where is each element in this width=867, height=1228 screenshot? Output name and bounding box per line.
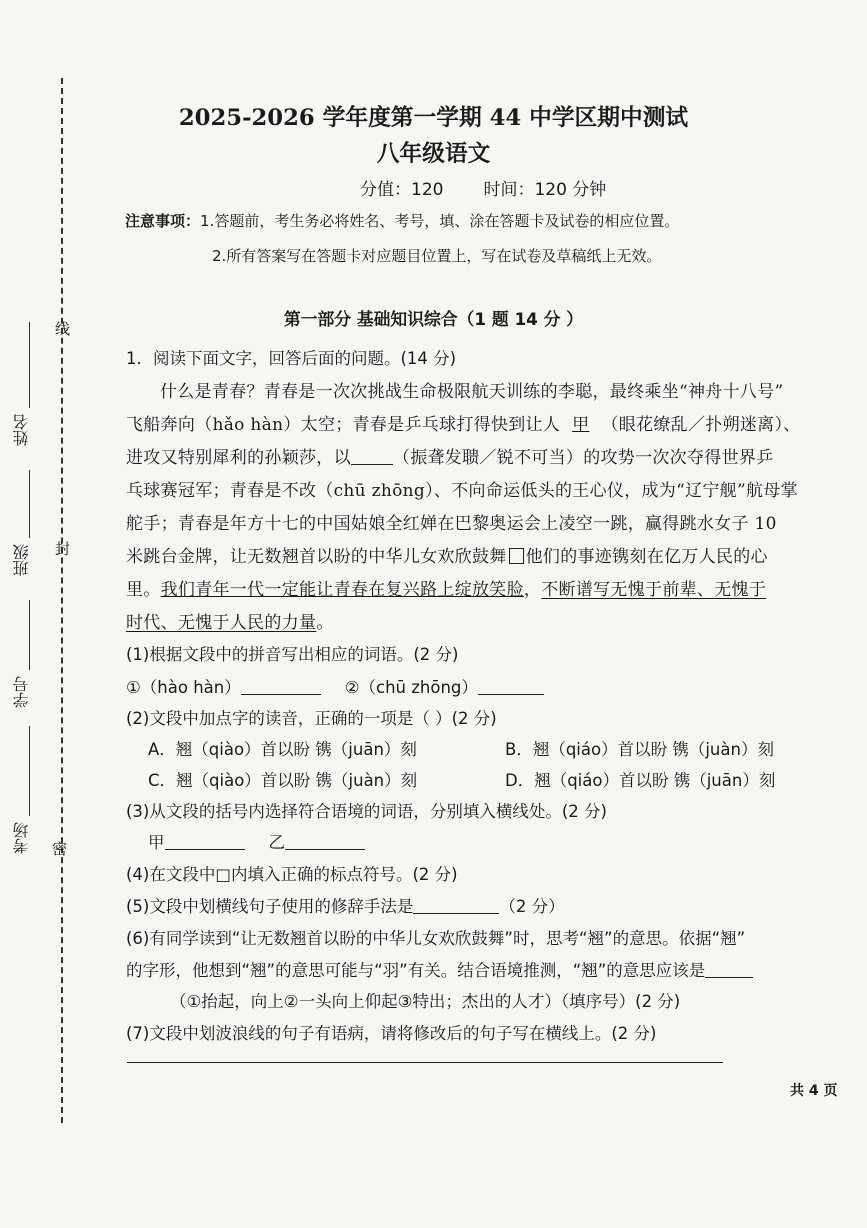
jia-label: 甲: [148, 833, 165, 852]
sub-question-3: (3)从文段的括号内选择符合语境的词语，分别填入横线处。(2 分): [126, 802, 607, 821]
meaning-blank[interactable]: [705, 961, 753, 979]
name-fill-line[interactable]: [29, 322, 30, 408]
yi-label: 乙: [268, 833, 285, 852]
sub-question-7: (7)文段中划波浪线的句子有语病，请将修改后的句子写在横线上。(2 分): [126, 1024, 657, 1043]
name-label: 姓名: [12, 414, 31, 446]
exam-meta: [360, 175, 646, 200]
passage-line-6a: 米跳台金牌，让无数翘首以盼的中华儿女欢欣鼓舞: [126, 547, 507, 567]
option-a[interactable]: A．翘（qiào）首以盼 镌（juān）刻: [148, 740, 417, 759]
binding-dashed-line: [61, 78, 63, 1123]
section-title: 第一部分 基础知识综合（1 题 14 分 ）: [283, 309, 584, 329]
exam-subtitle: 八年级语文: [376, 141, 491, 167]
pinyin-a-blank[interactable]: [241, 678, 321, 696]
pinyin-b-blank[interactable]: [478, 678, 544, 696]
passage-line-2: [126, 410, 801, 435]
passage-line-2a: 飞船奔向（hǎo hàn）太空；青春是乒乓球打得快到让人: [126, 415, 561, 435]
passage-line-6: [126, 542, 768, 567]
notice-1-text: 1.答题前，考生务必将姓名、考号，填、涂在答题卡及试卷的相应位置。: [200, 212, 680, 230]
binding-char-xian: 线: [55, 320, 71, 338]
sub-question-3-answers: [148, 829, 365, 853]
wavy-sentence-part-1: 不断谱写无愧于前辈、无愧于: [541, 580, 767, 600]
passage-line-3a: 进攻又特别犀利的孙颖莎，以: [126, 448, 351, 468]
passage-line-1: 什么是青春？青春是一次次挑战生命极限航天训练的李聪，最终乘坐“神舟十八号”: [160, 382, 784, 402]
passage-line-5: 舵手；青春是年方十七的中国姑娘全红婵在巴黎奥运会上凌空一跳，赢得跳水女子 10: [126, 514, 777, 534]
score-info: 分值：120: [360, 180, 444, 200]
passage-line-3b: （振聋发聩／锐不可当）的攻势一次次夺得世界乒: [392, 448, 774, 468]
jia-blank[interactable]: [165, 833, 245, 851]
time-info: 时间：120 分钟: [483, 180, 607, 200]
binding-char-feng: 封: [55, 540, 71, 558]
student-id-fill-line[interactable]: [29, 600, 30, 670]
binding-char-mi: 密: [52, 840, 68, 858]
passage-line-7a: 里。: [126, 580, 161, 600]
class-fill-line[interactable]: [29, 470, 30, 538]
wavy-sentence-part-2: 时代、无愧于人民的力量: [126, 613, 317, 633]
passage-line-8: [126, 608, 334, 633]
student-id-label: 学号: [12, 676, 31, 708]
punctuation-box[interactable]: [509, 548, 524, 564]
pinyin-b-label: ②（chū zhōng）: [344, 678, 478, 697]
page-count: 共 4 页: [790, 1083, 838, 1099]
exam-title: 2025-2026 学年度第一学期 44 中学区期中测试: [178, 105, 689, 131]
sub-question-1-answers: [126, 674, 544, 698]
sub-question-5-text: (5)文段中划横线句子使用的修辞手法是: [126, 897, 414, 916]
rhetoric-blank[interactable]: [413, 897, 499, 915]
option-b[interactable]: B．翘（qiáo）首以盼 镌（juàn）刻: [505, 740, 774, 759]
option-d[interactable]: D．翘（qiáo）首以盼 镌（juān）刻: [505, 771, 776, 790]
sub-question-4: (4)在文段中□内填入正确的标点符号。(2 分): [126, 865, 458, 884]
blank-yi[interactable]: [351, 447, 393, 465]
notice-2: 2.所有答案写在答题卡对应题目位置上，写在试卷及草稿纸上无效。: [212, 247, 662, 265]
passage-line-6b: 他们的事迹镌刻在亿万人民的心: [525, 547, 768, 567]
notice-label: 注意事项：: [125, 212, 201, 230]
passage-line-4: 乓球赛冠军；青春是不改（chū zhōng）、不向命运低头的王心仪，成为“辽宁舰”航母掌: [126, 481, 798, 501]
sub-question-6-line-3: （①抬起，向上②一头向上仰起③特出；杰出的人才）（填序号）(2 分): [170, 992, 681, 1011]
blank-jia: 甲: [572, 415, 590, 435]
sub-question-6-text: 的字形，他想到“翘”的意思可能与“羽”有关。结合语境推测，“翘”的意思应该是: [126, 961, 706, 980]
sub-question-5: [126, 893, 565, 917]
option-c[interactable]: C．翘（qiào）首以盼 镌（juàn）刻: [148, 771, 418, 790]
passage-line-7: [126, 575, 766, 600]
class-label: 班级: [12, 544, 31, 576]
exam-room-fill-line[interactable]: [29, 726, 30, 816]
exam-room-label: 考场: [12, 822, 31, 854]
question-1-stem: 1．阅读下面文字，回答后面的问题。(14 分): [126, 349, 457, 368]
yi-blank[interactable]: [285, 833, 365, 851]
answer-line[interactable]: [127, 1062, 723, 1063]
sub-question-6-line-2: [126, 957, 753, 981]
notice-1: [125, 210, 679, 231]
sub-question-1: (1)根据文段中的拼音写出相应的词语。(2 分): [126, 645, 459, 664]
passage-line-8b: 。: [316, 613, 334, 633]
passage-line-2b: （眼花缭乱／扑朔迷离）、: [601, 415, 801, 435]
passage-line-3: [126, 443, 774, 468]
sub-question-2: (2)文段中加点字的读音，正确的一项是（ ）(2 分): [126, 709, 497, 728]
underlined-sentence: 我们青年一代一定能让青春在复兴路上绽放笑脸: [160, 580, 524, 600]
sub-question-5-score: （2 分）: [499, 897, 565, 916]
passage-line-7c: ，: [523, 580, 542, 600]
sub-question-6-line-1: (6)有同学读到“让无数翘首以盼的中华儿女欢欣鼓舞”时，思考“翘”的意思。依据“翘”: [126, 929, 746, 948]
pinyin-a-label: ①（hào hàn）: [126, 678, 241, 697]
